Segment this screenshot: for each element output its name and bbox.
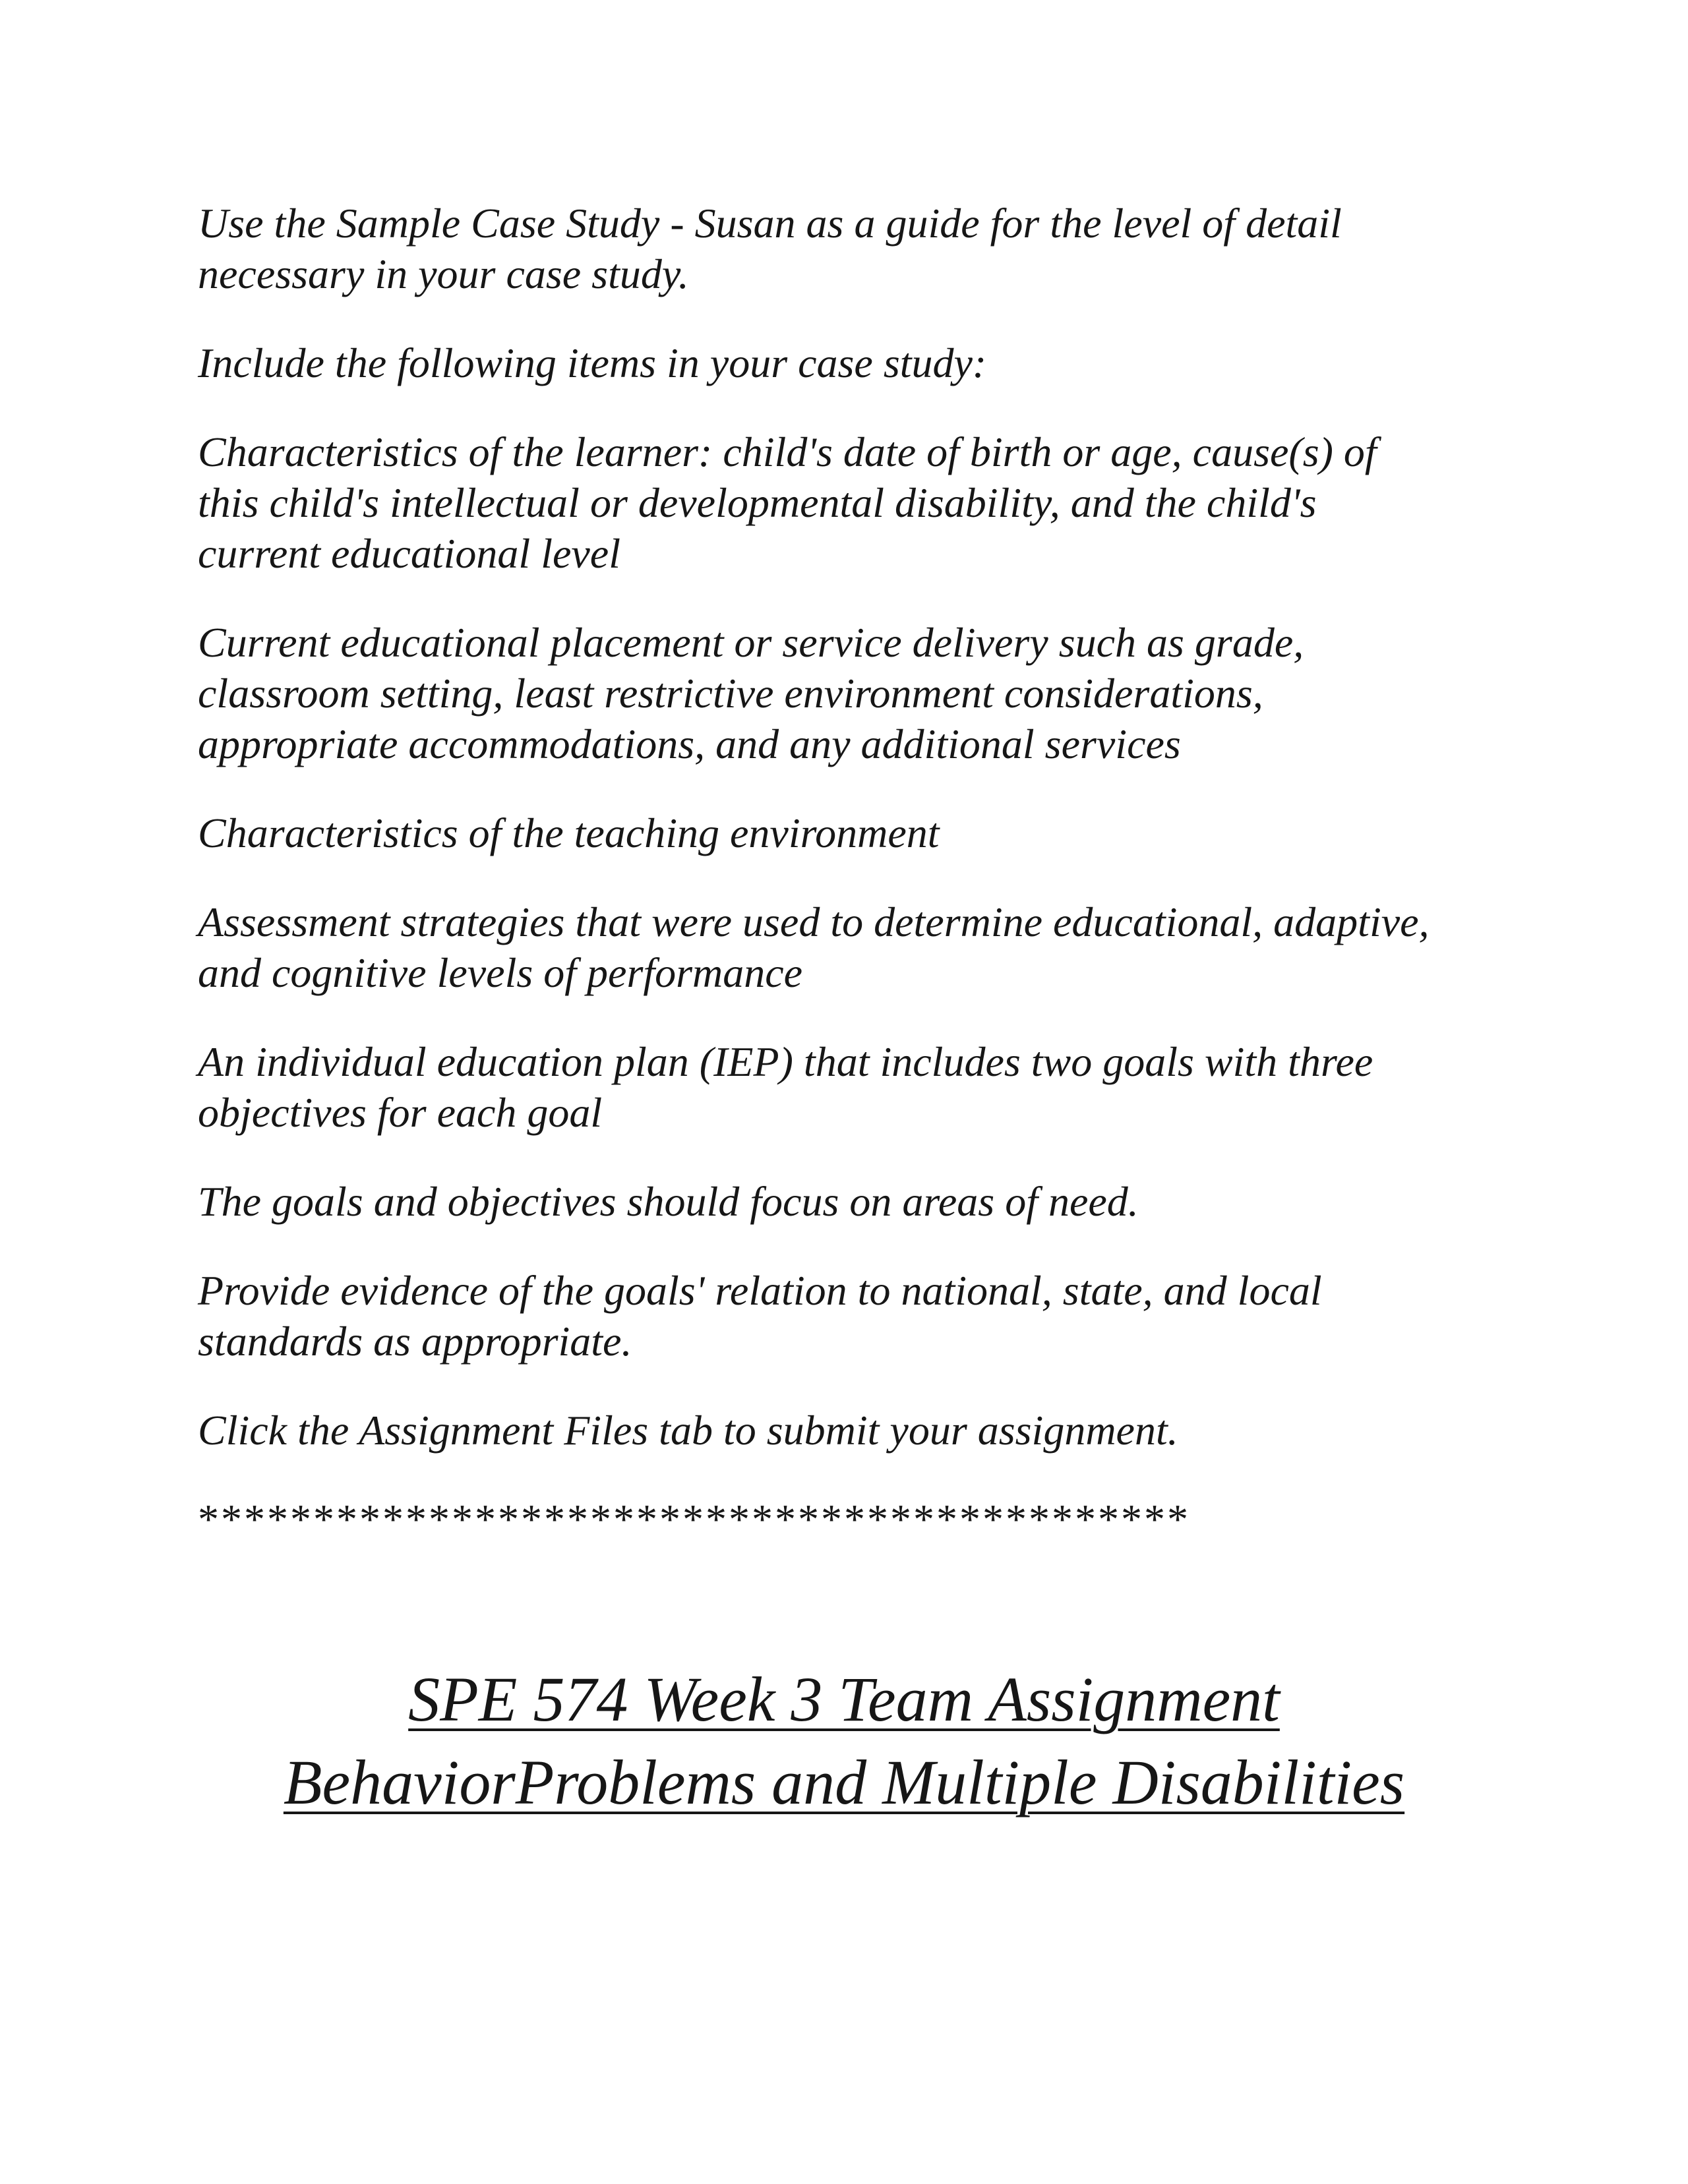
paragraph-assessment: [198, 897, 1517, 998]
paragraph-include-items: [198, 338, 1517, 388]
text-line: Characteristics of the learner: child's date of birth or age, cause(s) of: [198, 428, 1377, 475]
text-line: standards as appropriate.: [198, 1318, 632, 1365]
paragraph-learner-characteristics: [198, 427, 1517, 579]
text-line: Current educational placement or service delivery such as grade,: [198, 619, 1304, 666]
text-line: The goals and objectives should focus on areas of need.: [198, 1178, 1139, 1225]
paragraph-iep: [198, 1036, 1517, 1138]
text-line: An individual education plan (IEP) that includes two goals with three: [198, 1038, 1373, 1085]
text-line: necessary in your case study.: [198, 251, 689, 297]
text-line: current educational level: [198, 530, 620, 577]
asterisk-separator: *******************************************: [198, 1496, 1190, 1543]
text-line: Provide evidence of the goals' relation to national, state, and local: [198, 1267, 1322, 1314]
paragraph-standards: [198, 1265, 1517, 1367]
text-line: Use the Sample Case Study - Susan as a guide for the level of detail: [198, 200, 1342, 247]
paragraph-goals-focus: [198, 1176, 1517, 1227]
text-line: Characteristics of the teaching environment: [198, 810, 940, 856]
paragraph-teaching-environment: [198, 808, 1517, 858]
text-line: objectives for each goal: [198, 1089, 603, 1136]
text-line: Click the Assignment Files tab to submit your assignment.: [198, 1407, 1178, 1454]
text-line: classroom setting, least restrictive environment considerations,: [198, 670, 1263, 717]
text-line: this child's intellectual or developmental disability, and the child's: [198, 479, 1317, 526]
text-line: Include the following items in your case study:: [198, 339, 987, 386]
assignment-title: [0, 1658, 1688, 1824]
title-line-1: SPE 574 Week 3 Team Assignment: [408, 1664, 1280, 1734]
text-line: Assessment strategies that were used to determine educational, adaptive,: [198, 899, 1430, 945]
text-line: and cognitive levels of performance: [198, 949, 803, 996]
instructions-body: [198, 198, 1517, 1545]
paragraph-submit: [198, 1405, 1517, 1456]
text-line: appropriate accommodations, and any additional services: [198, 721, 1181, 767]
paragraph-guide: [198, 198, 1517, 299]
title-line-2: BehaviorProblems and Multiple Disabilities: [283, 1747, 1405, 1817]
paragraph-placement: [198, 617, 1517, 769]
